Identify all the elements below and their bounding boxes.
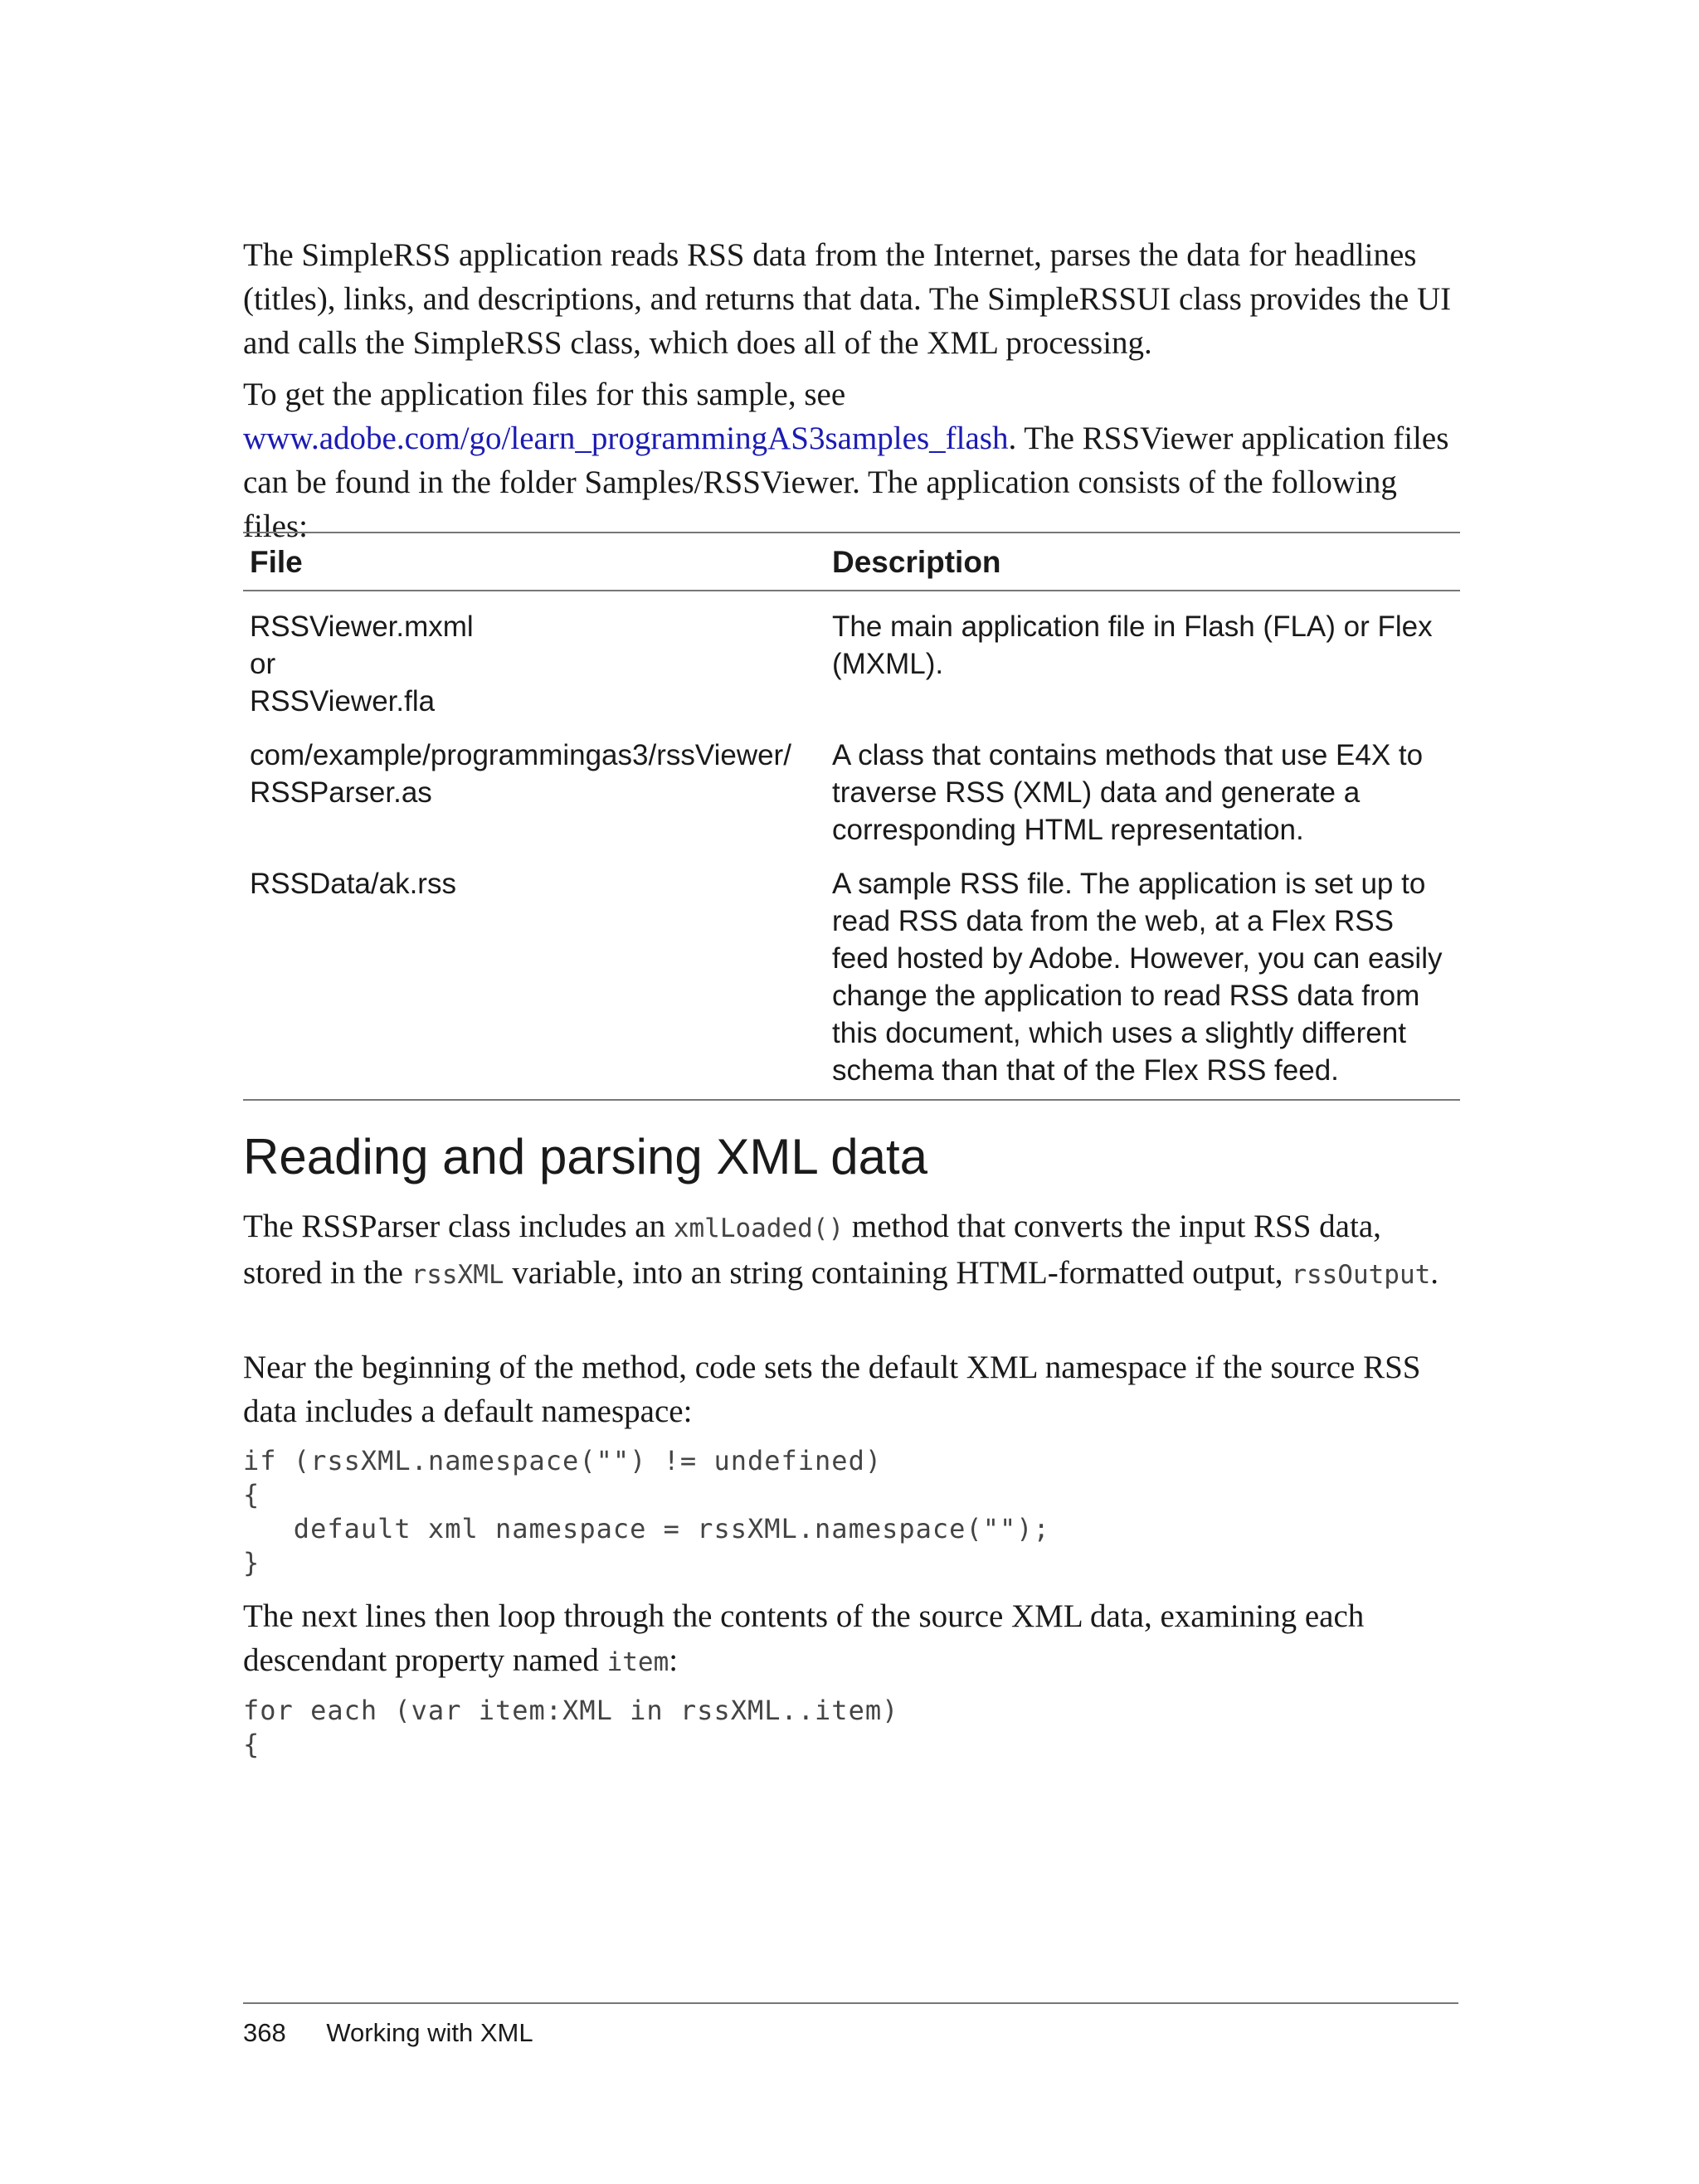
description-cell: The main application file in Flash (FLA) or Flex (MXML). (832, 610, 1433, 680)
intro-p2-after: . The RSSViewer application files can be found in the folder Samples/RSSViewer. The application consists of the following files: (243, 421, 1449, 544)
intro-paragraph-1: The SimpleRSS application reads RSS data from the Internet, parses the data for headlines (titles), links, and descriptions, and returns that data. The SimpleRSSUI class provides the UI and calls the SimpleRSS class, which does all of the XML processing. (243, 237, 1452, 361)
page-footer (243, 2016, 533, 2050)
chapter-title: Working with XML (326, 2018, 533, 2047)
code-block-namespace: if (rssXML.namespace("") != undefined) { default xml namespace = rssXML.namespace(""); } (243, 1445, 1050, 1578)
inline-code-item: item (606, 1647, 669, 1677)
file-name-line: or (250, 648, 276, 680)
table-row (243, 737, 1460, 865)
file-name-line: RSSViewer.fla (250, 685, 436, 717)
samples-link[interactable]: www.adobe.com/go/learn_programmingAS3samples_flash (243, 421, 1009, 456)
section-paragraph-3 (243, 1594, 1463, 1685)
section-p3-text-a: The next lines then loop through the contents of the source XML data, examining each descendant property named (243, 1598, 1365, 1678)
column-header-file: File (250, 544, 303, 579)
intro-p2-before: To get the application files for this sample, see (243, 377, 846, 412)
page-number: 368 (243, 2018, 286, 2047)
file-cell (243, 591, 825, 737)
section-heading: Reading and parsing XML data (243, 1129, 927, 1184)
section-paragraph-2: Near the beginning of the method, code sets the default XML namespace if the source RSS data includes a default namespace: (243, 1350, 1421, 1429)
table-row (243, 591, 1460, 737)
file-cell (243, 737, 825, 865)
inline-code-rssxml: rssXML (411, 1260, 504, 1290)
file-name-line: com/example/programmingas3/rssViewer/ (250, 739, 791, 771)
table-header-row (243, 533, 1460, 591)
description-cell: A class that contains methods that use E4X to traverse RSS (XML) data and generate a corresponding HTML representation. (832, 739, 1424, 846)
section-p1-text-c: variable, into an string containing HTML-formatted output, (504, 1255, 1292, 1291)
section-p3-text-b: : (669, 1642, 679, 1678)
description-cell: A sample RSS file. The application is set up to read RSS data from the web, at a Flex RSS feed hosted by Adobe. However, you can easily change the application to read RSS data from this document, which uses a slightly different schema than that of the Flex RSS feed. (832, 868, 1443, 1087)
inline-code-xmlloaded: xmlLoaded() (673, 1214, 845, 1243)
file-name-line: RSSParser.as (250, 776, 432, 809)
file-name-line: RSSData/ak.rss (250, 868, 456, 900)
code-block-loop: for each (var item:XML in rssXML..item) { (243, 1695, 899, 1760)
inline-code-rssoutput: rssOutput (1291, 1260, 1431, 1290)
section-p1-text-b: method that converts the input RSS data, stored in the (243, 1209, 1381, 1291)
section-p1-text-a: The RSSParser class includes an (243, 1209, 674, 1244)
footer-divider (243, 2002, 1458, 2004)
column-header-description: Description (832, 544, 1001, 579)
file-name-line: RSSViewer.mxml (250, 610, 474, 643)
section-p1-text-d: . (1430, 1255, 1439, 1291)
section-paragraph-1 (243, 1204, 1463, 1297)
table-row (243, 865, 1460, 1100)
file-cell (243, 865, 825, 1100)
intro-paragraph-2 (243, 372, 1463, 548)
files-table (243, 532, 1460, 1101)
